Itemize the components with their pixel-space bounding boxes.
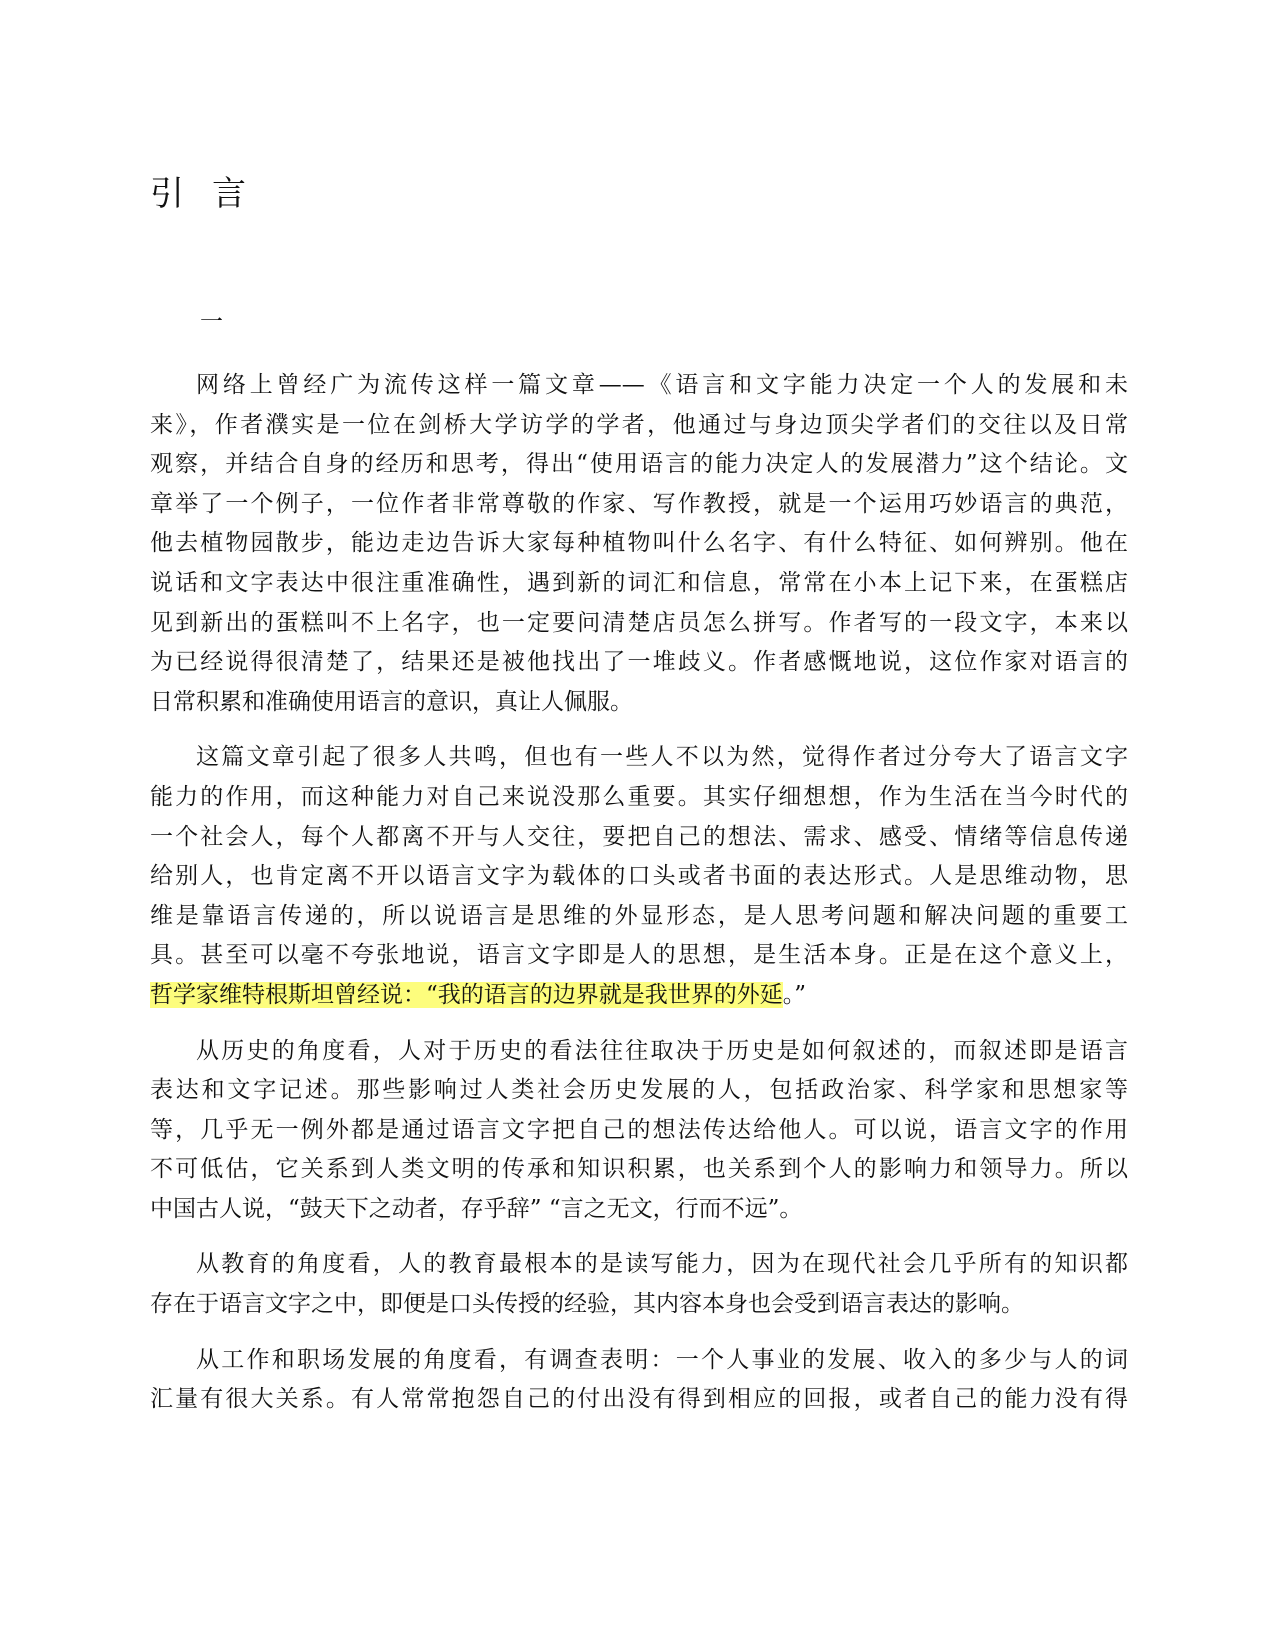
paragraph-line: 章举了一个例子，一位作者非常尊敬的作家、写作教授，就是一个运用巧妙语言的典范， (150, 490, 1128, 517)
paragraph-line: 说话和文字表达中很注重准确性，遇到新的词汇和信息，常常在小本上记下来，在蛋糕店 (150, 569, 1128, 596)
highlighted-quote: 哲学家维特根斯坦曾经说：“我的语言的边界就是我世界的外延 (150, 981, 783, 1008)
quote-tail: 。” (782, 981, 807, 1008)
paragraph-3 (150, 1032, 1128, 1230)
paragraph-line: 从工作和职场发展的角度看，有调查表明：一个人事业的发展、收入的多少与人的词 (196, 1346, 1128, 1373)
paragraph-line: 来》，作者濮实是一位在剑桥大学访学的学者，他通过与身边顶尖学者们的交往以及日常 (150, 411, 1128, 438)
paragraph-line: 表达和文字记述。那些影响过人类社会历史发展的人，包括政治家、科学家和思想家等 (150, 1077, 1128, 1104)
paragraph-line: 不可低估，它关系到人类文明的传承和知识积累，也关系到个人的影响力和领导力。所以 (150, 1156, 1128, 1183)
paragraph-4 (150, 1245, 1128, 1324)
paragraph-line: 从教育的角度看，人的教育最根本的是读写能力，因为在现代社会几乎所有的知识都 (196, 1251, 1128, 1278)
paragraph-line: 给别人，也肯定离不开以语言文字为载体的口头或者书面的表达形式。人是思维动物，思 (150, 863, 1128, 890)
paragraph-5 (150, 1341, 1128, 1420)
paragraph-line-quote (150, 976, 1128, 1016)
paragraph-line: 日常积累和准确使用语言的意识，真让人佩服。 (150, 688, 633, 715)
paragraph-line: 从历史的角度看，人对于历史的看法往往取决于历史是如何叙述的，而叙述即是语言 (196, 1037, 1128, 1064)
paragraph-1 (150, 366, 1128, 722)
section-number: 一 (200, 309, 223, 335)
paragraph-line: 等，几乎无一例外都是通过语言文字把自己的想法传达给他人。可以说，语言文字的作用 (150, 1116, 1128, 1143)
paragraph-line: 汇量有很大关系。有人常常抱怨自己的付出没有得到相应的回报，或者自己的能力没有得 (150, 1386, 1128, 1413)
paragraph-line: 中国古人说，“鼓天下之动者，存乎辞” “言之无文，行而不远”。 (150, 1195, 803, 1222)
paragraph-line: 网络上曾经广为流传这样一篇文章——《语言和文字能力决定一个人的发展和未 (196, 372, 1128, 398)
paragraph-line: 维是靠语言传递的，所以说语言是思维的外显形态，是人思考问题和解决问题的重要工 (150, 902, 1128, 929)
body-text (150, 366, 1128, 1436)
paragraph-line: 他去植物园散步，能边走边告诉大家每种植物叫什么名字、有什么特征、如何辨别。他在 (150, 530, 1128, 557)
paragraph-line: 为已经说得很清楚了，结果还是被他找出了一堆歧义。作者感慨地说，这位作家对语言的 (150, 649, 1128, 676)
paragraph-line: 具。甚至可以毫不夸张地说，语言文字即是人的思想，是生活本身。正是在这个意义上， (150, 942, 1128, 969)
paragraph-line: 一个社会人，每个人都离不开与人交往，要把自己的想法、需求、感受、情绪等信息传递 (150, 823, 1128, 850)
paragraph-line: 存在于语言文字之中，即便是口头传授的经验，其内容本身也会受到语言表达的影响。 (150, 1291, 1024, 1318)
chapter-title: 引言 (150, 174, 274, 214)
paragraph-2 (150, 738, 1128, 1015)
paragraph-line: 见到新出的蛋糕叫不上名字，也一定要问清楚店员怎么拼写。作者写的一段文字，本来以 (150, 609, 1128, 636)
paragraph-line: 能力的作用，而这种能力对自己来说没那么重要。其实仔细想想，作为生活在当今时代的 (150, 783, 1128, 810)
paragraph-line: 观察，并结合自身的经历和思考，得出“使用语言的能力决定人的发展潜力”这个结论。文 (150, 451, 1128, 478)
paragraph-line: 这篇文章引起了很多人共鸣，但也有一些人不以为然，觉得作者过分夸大了语言文字 (196, 744, 1128, 771)
